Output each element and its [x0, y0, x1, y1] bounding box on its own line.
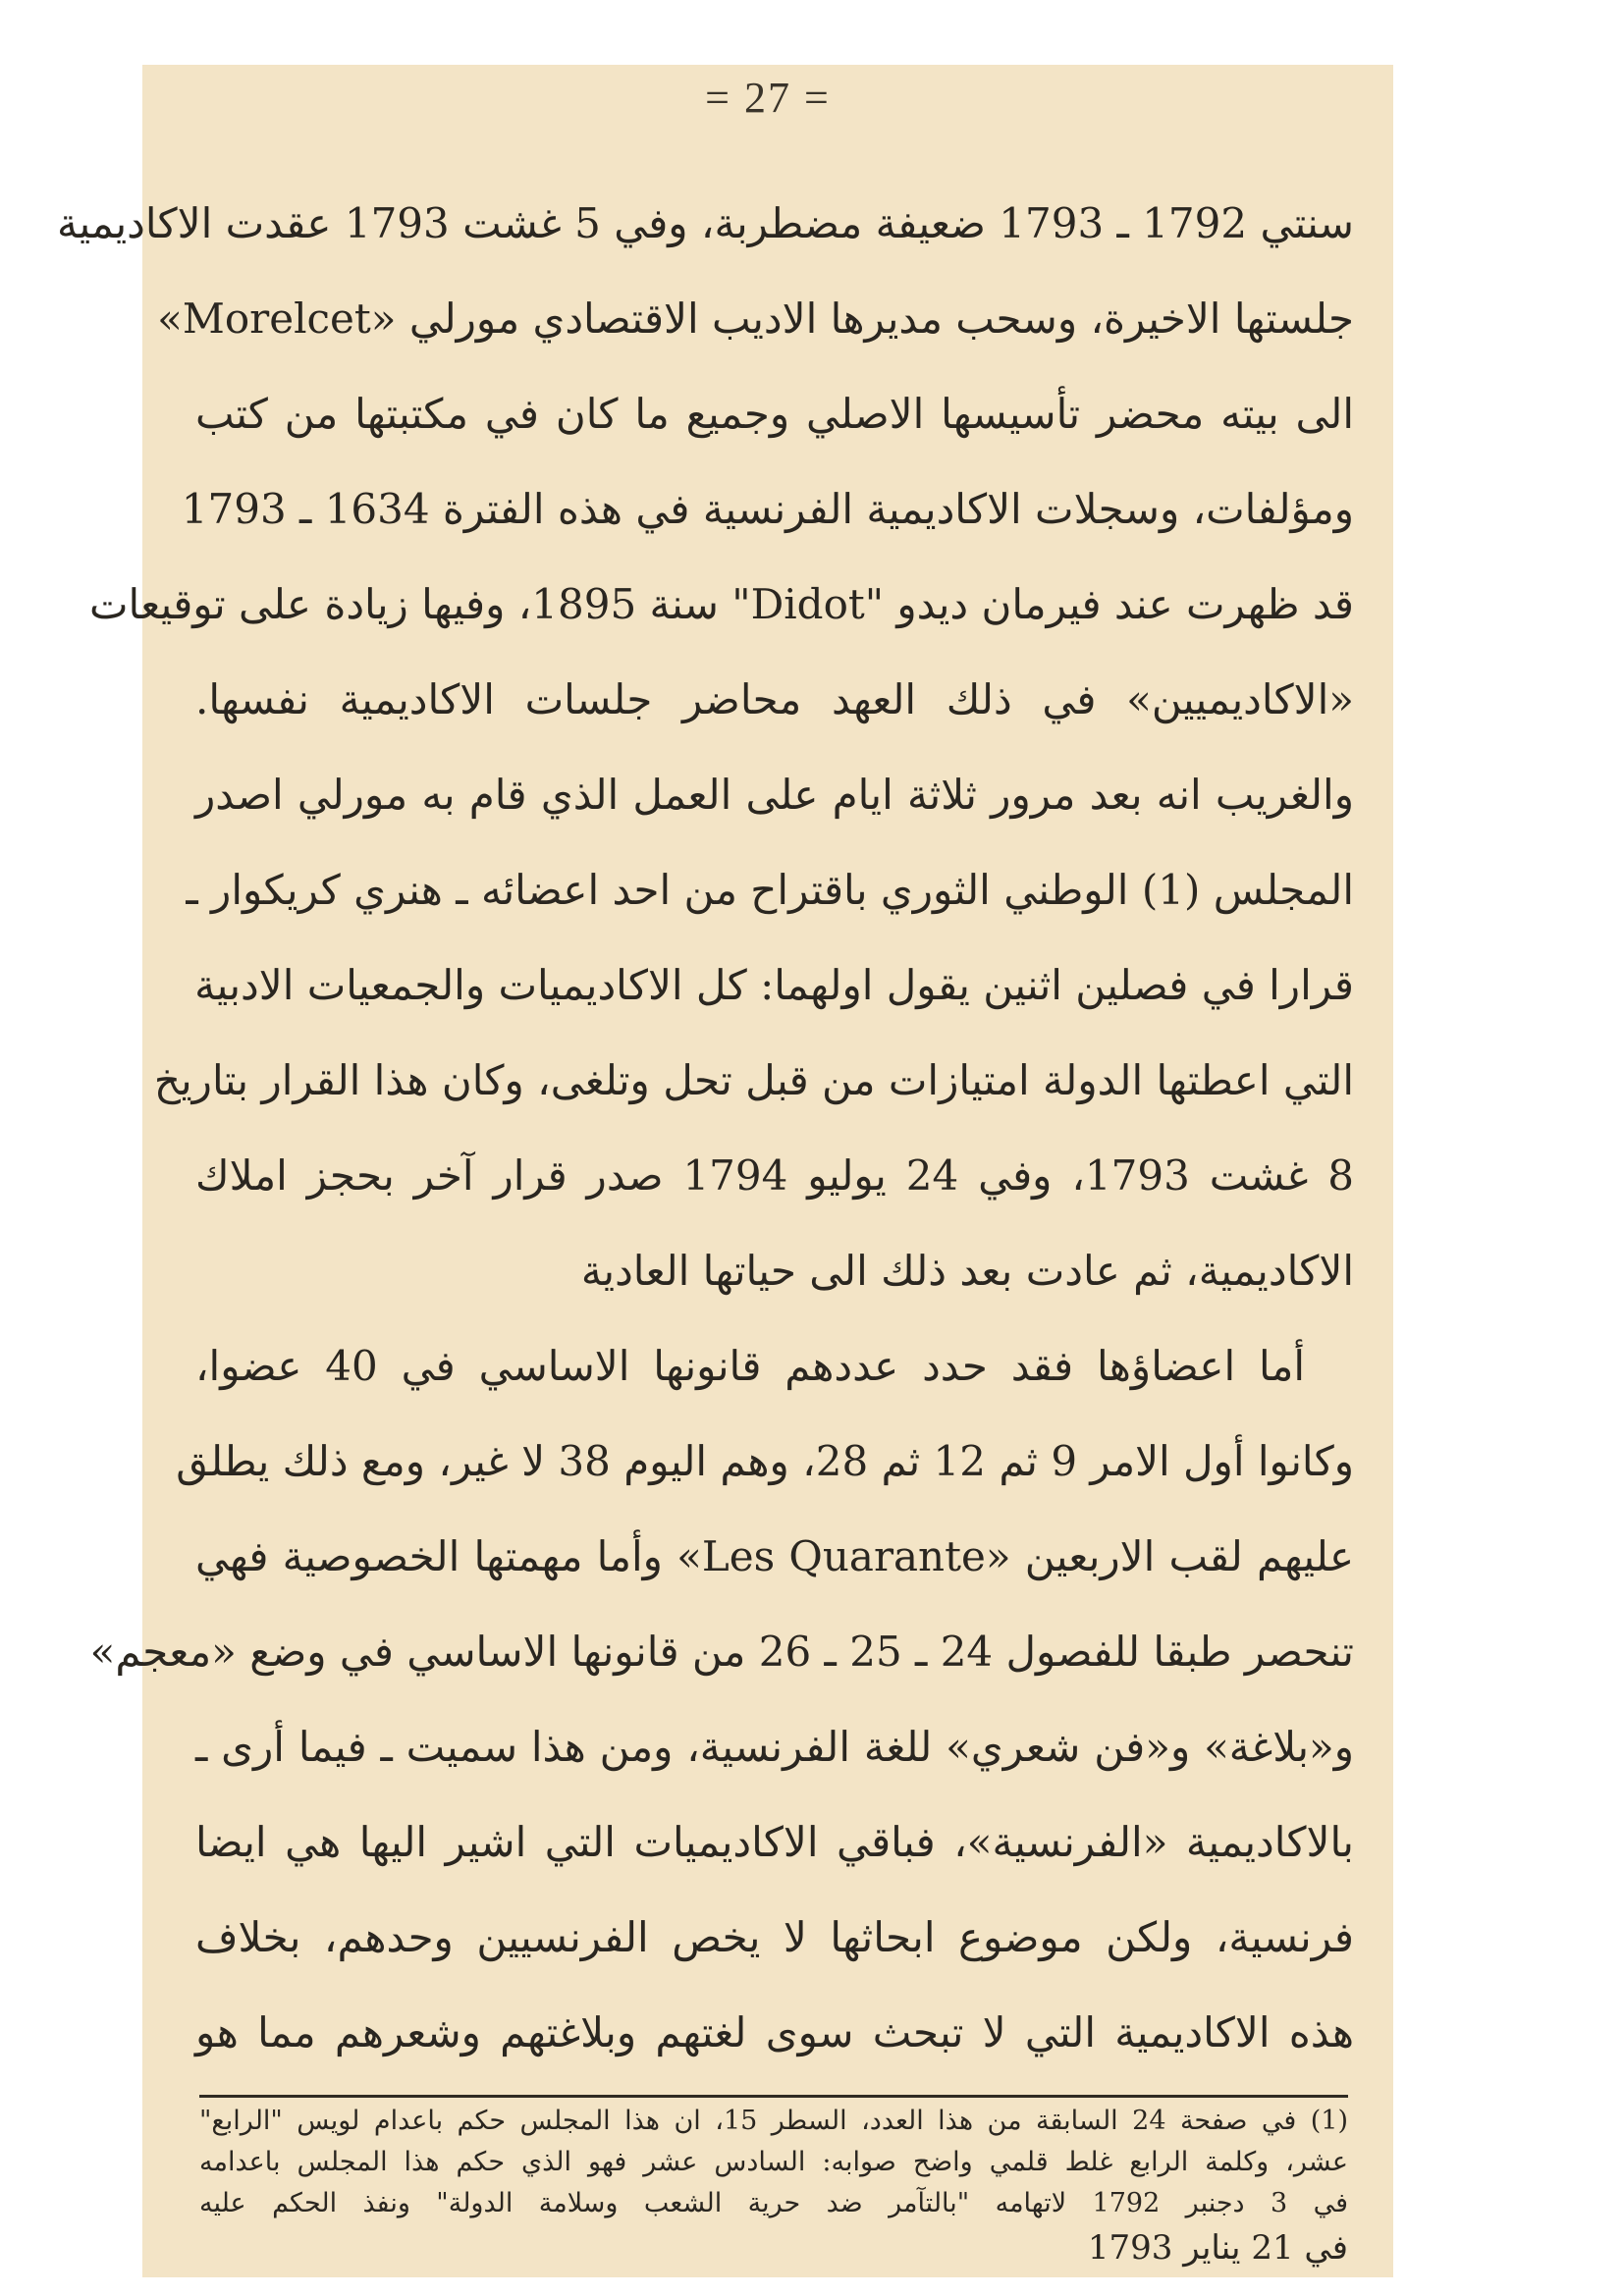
- footnote-line: في 21 يناير 1793: [1087, 2228, 1348, 2268]
- footnote-line: في 3 دجنبر 1792 لاتهامه "بالتآمر ضد حرية الشعب وسلامة الدولة" ونفذ الحكم عليه: [199, 2188, 1348, 2218]
- text-line: هذه الاكاديمية التي لا تبحث سوى لغتهم وبلاغتهم وشعرهم مما هو: [195, 2008, 1354, 2056]
- text-line: فرنسية، ولكن موضوع ابحاثها لا يخص الفرنسيين وحدهم، بخلاف: [195, 1913, 1354, 1961]
- text-line: المجلس (1) الوطني الثوري باقتراح من احد اعضائه ـ هنري كريكوار ـ: [186, 866, 1354, 914]
- text-line: قد ظهرت عند فيرمان ديدو "Didot" سنة 1895، وفيها زيادة على توقيعات: [88, 580, 1354, 628]
- text-line: «الاكاديميين» في ذلك العهد محاضر جلسات الاكاديمية نفسها.: [195, 675, 1354, 723]
- page-number: = 27 =: [705, 74, 831, 122]
- text-line: ومؤلفات، وسجلات الاكاديمية الفرنسية في هذه الفترة 1634 ـ 1793: [181, 485, 1354, 533]
- text-line: تنحصر طبقا للفصول 24 ـ 25 ـ 26 من قانونها الاساسي في وضع «معجم»: [89, 1628, 1354, 1676]
- text-line: التي اعطتها الدولة امتيازات من قبل تحل وتلغى، وكان هذا القرار بتاريخ: [153, 1056, 1354, 1104]
- text-line: بالاكاديمية «الفرنسية»، فباقي الاكاديميات التي اشير اليها هي ايضا: [195, 1818, 1354, 1866]
- text-line: وكانوا أول الامر 9 ثم 12 ثم 28، وهم اليوم 38 لا غير، ومع ذلك يطلق: [176, 1437, 1354, 1485]
- text-line: أما اعضاؤها فقد حدد عددهم قانونها الاساسي في 40 عضوا،: [195, 1342, 1305, 1390]
- text-line: عليهم لقب الاربعين «Les Quarante» وأما مهمتها الخصوصية فهي: [195, 1532, 1354, 1580]
- footnotes: [199, 2101, 1348, 2271]
- book-page: [56, 65, 1393, 2277]
- text-line: و«بلاغة» و«فن شعري» للغة الفرنسية، ومن هذا سميت ـ فيما أرى ـ: [195, 1723, 1354, 1771]
- footnote-divider: [199, 2095, 1348, 2098]
- footnote-line: عشر، وكلمة الرابع غلط قلمي واضح صوابه: السادس عشر فهو الذي حكم هذا المجلس باعدامه: [199, 2147, 1348, 2177]
- text-line: سنتي 1792 ـ 1793 ضعيفة مضطربة، وفي 5 غشت 1793 عقدت الاكاديمية: [56, 199, 1354, 247]
- footnote-line: (1) في صفحة 24 السابقة من هذا العدد، السطر 15، ان هذا المجلس حكم باعدام لويس "الرابع": [199, 2106, 1348, 2136]
- text-line: الى بيته محضر تأسيسها الاصلي وجميع ما كان في مكتبتها من كتب: [195, 390, 1354, 438]
- text-line: قرارا في فصلين اثنين يقول اولهما: كل الاكاديميات والجمعيات الادبية: [194, 961, 1354, 1009]
- text-line: جلستها الاخيرة، وسحب مديرها الاديب الاقتصادي مورلي «Morelcet»: [157, 294, 1354, 343]
- text-line: 8 غشت 1793، وفي 24 يوليو 1794 صدر قرار آخر بحجز املاك: [195, 1151, 1355, 1200]
- text-line: والغريب انه بعد مرور ثلاثة ايام على العمل الذي قام به مورلي اصدر: [195, 771, 1354, 819]
- text-line: الاكاديمية، ثم عادت بعد ذلك الى حياتها العادية: [580, 1247, 1354, 1295]
- body-text: [56, 176, 1355, 2080]
